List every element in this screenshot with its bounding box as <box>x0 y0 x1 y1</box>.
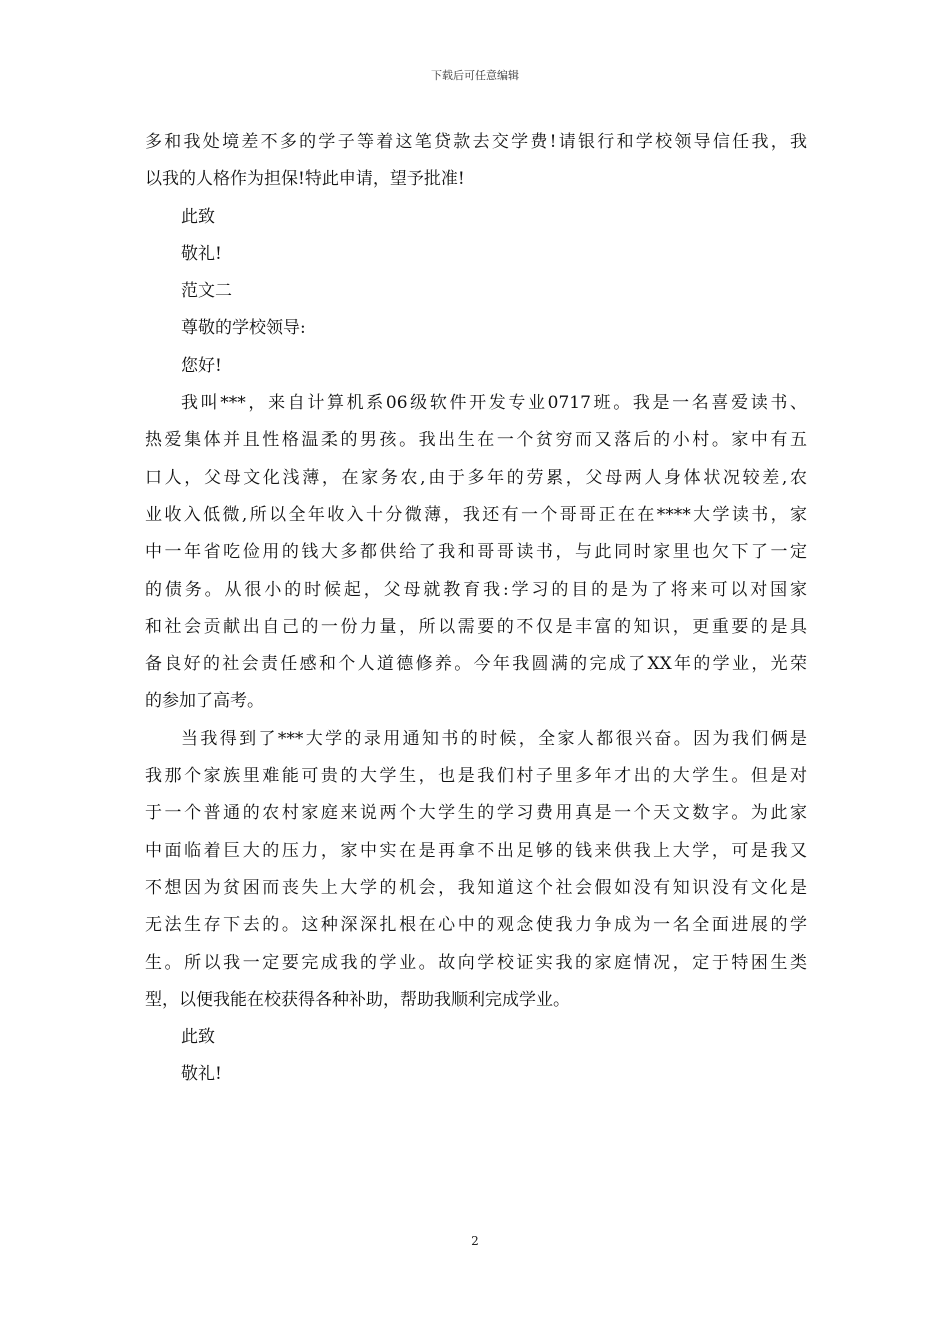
text-line: 以我的人格作为担保!特此申请，望予批准! <box>145 169 465 190</box>
text-line: 热爱集体并且性格温柔的男孩。我出生在一个贫穷而又落后的小村。家中有五 <box>145 430 807 451</box>
text-line: 中一年省吃俭用的钱大多都供给了我和哥哥读书，与此同时家里也欠下了一定 <box>145 542 807 563</box>
text-line: 我叫***，来自计算机系06级软件开发专业0717班。我是一名喜爱读书、 <box>181 393 807 414</box>
text-line: 的债务。从很小的时候起，父母就教育我:学习的目的是为了将来可以对国家 <box>145 579 807 600</box>
text-line: 范文二 <box>181 281 232 302</box>
text-line: 的参加了高考。 <box>145 691 264 712</box>
text-line: 当我得到了***大学的录用通知书的时候，全家人都很兴奋。因为我们俩是 <box>181 728 807 749</box>
text-line: 备良好的社会责任感和个人道德修养。今年我圆满的完成了XX年的学业，光荣 <box>145 654 807 675</box>
text-line: 敬礼! <box>181 243 222 264</box>
text-line: 无法生存下去的。这种深深扎根在心中的观念使我力争成为一名全面进展的学 <box>145 915 807 936</box>
text-line: 中面临着巨大的压力，家中实在是再拿不出足够的钱来供我上大学，可是我又 <box>145 840 807 861</box>
text-line: 业收入低微,所以全年收入十分微薄，我还有一个哥哥正在在****大学读书，家 <box>145 504 807 525</box>
text-line: 不想因为贫困而丧失上大学的机会，我知道这个社会假如没有知识没有文化是 <box>145 877 807 898</box>
text-line: 生。所以我一定要完成我的学业。故向学校证实我的家庭情况，定于特困生类 <box>145 952 807 973</box>
page-header: 下载后可任意编辑 <box>431 69 519 82</box>
text-line: 尊敬的学校领导: <box>181 318 306 339</box>
text-line: 型，以便我能在校获得各种补助，帮助我顺利完成学业。 <box>145 989 570 1010</box>
text-line: 您好! <box>181 355 222 376</box>
text-line: 和社会贡献出自己的一份力量，所以需要的不仅是丰富的知识，更重要的是具 <box>145 616 807 637</box>
text-line: 多和我处境差不多的学子等着这笔贷款去交学费!请银行和学校领导信任我，我 <box>145 132 807 152</box>
page-number: 2 <box>471 1234 479 1248</box>
text-line: 此致 <box>181 1027 215 1048</box>
document-body <box>145 124 807 1094</box>
text-line: 于一个普通的农村家庭来说两个大学生的学习费用真是一个天文数字。为此家 <box>145 803 807 824</box>
text-line: 敬礼! <box>181 1064 222 1085</box>
text-line: 我那个家族里难能可贵的大学生，也是我们村子里多年才出的大学生。但是对 <box>145 766 807 787</box>
text-line: 此致 <box>181 206 215 227</box>
text-line: 口人，父母文化浅薄，在家务农,由于多年的劳累，父母两人身体状况较差,农 <box>145 467 807 488</box>
